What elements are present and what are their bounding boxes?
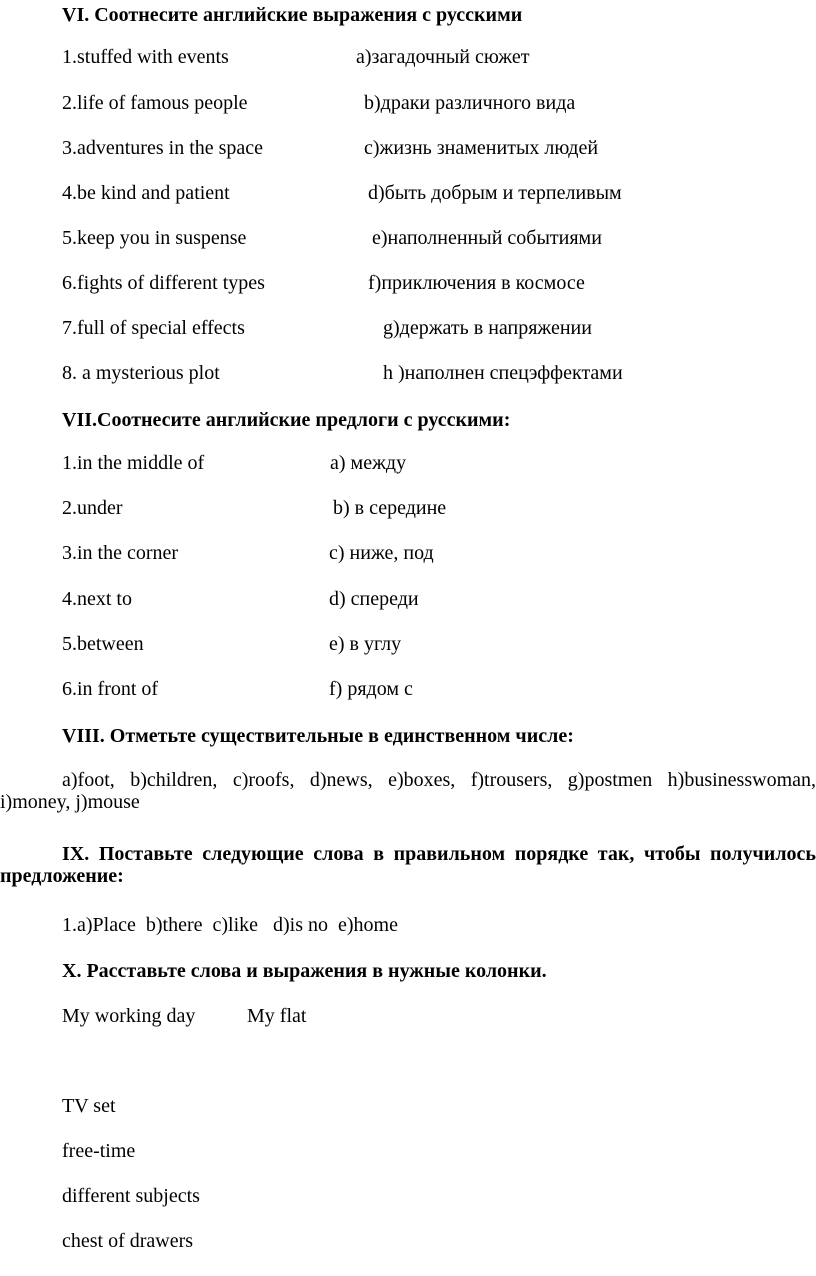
s7-right-item-4: d) спереди xyxy=(329,588,419,610)
s7-left-item-4: 4.next to xyxy=(62,588,132,610)
s10-item-2: free-time xyxy=(62,1140,136,1162)
section-10-heading: X. Расставьте слова и выражения в нужные колонки. xyxy=(62,960,547,982)
s7-right-item-2: b) в середине xyxy=(333,497,447,519)
s10-item-3: different subjects xyxy=(62,1185,200,1207)
s6-right-item-3: c)жизнь знаменитых людей xyxy=(364,137,599,159)
s6-left-item-8: 8. a mysterious plot xyxy=(62,362,220,384)
s8-noun-list: a)foot, b)children, c)roofs, d)news, e)boxes, f)trousers, g)postmen h)businesswoman, i)money, j)mouse xyxy=(0,769,816,813)
s6-left-item-4: 4.be kind and patient xyxy=(62,182,230,204)
s6-right-item-7: g)держать в напряжении xyxy=(383,317,592,339)
s10-column-1-label: My working day xyxy=(62,1005,196,1027)
s6-right-item-5: e)наполненный событиями xyxy=(372,227,602,249)
section-8-heading: VIII. Отметьте существительные в единственном числе: xyxy=(62,725,574,747)
s6-right-item-1: a)загадочный сюжет xyxy=(356,46,530,68)
s7-left-item-5: 5.between xyxy=(62,633,144,655)
s6-left-item-6: 6.fights of different types xyxy=(62,272,265,294)
s7-right-item-3: c) ниже, под xyxy=(329,542,434,564)
s7-left-item-6: 6.in front of xyxy=(62,678,159,700)
s7-left-item-1: 1.in the middle of xyxy=(62,452,205,474)
s10-column-2-label: My flat xyxy=(247,1005,307,1027)
s7-right-item-5: e) в углу xyxy=(329,633,402,655)
s7-left-item-2: 2.under xyxy=(62,497,123,519)
section-7-heading: VII.Соотнесите английские предлоги с русскими: xyxy=(62,409,511,431)
s6-right-item-4: d)быть добрым и терпеливым xyxy=(368,182,622,204)
section-6-heading: VI. Соотнесите английские выражения с русскими xyxy=(62,4,523,26)
s7-right-item-6: f) рядом с xyxy=(329,678,413,700)
s7-left-item-3: 3.in the corner xyxy=(62,542,179,564)
s6-right-item-8: h )наполнен спецэффектами xyxy=(383,362,623,384)
s6-right-item-2: b)драки различного вида xyxy=(364,92,576,114)
s10-item-1: TV set xyxy=(62,1095,116,1117)
s6-right-item-6: f)приключения в космосе xyxy=(368,272,585,294)
s6-left-item-5: 5.keep you in suspense xyxy=(62,227,247,249)
s6-left-item-1: 1.stuffed with events xyxy=(62,46,229,68)
s9-sentence: 1.a)Place b)there c)like d)is no e)home xyxy=(62,914,398,936)
s6-left-item-2: 2.life of famous people xyxy=(62,92,248,114)
s6-left-item-3: 3.adventures in the space xyxy=(62,137,264,159)
s6-left-item-7: 7.full of special effects xyxy=(62,317,245,339)
section-9-heading: IX. Поставьте следующие слова в правильном порядке так, чтобы получилось предложение: xyxy=(0,843,816,887)
s10-item-4: chest of drawers xyxy=(62,1230,194,1252)
s7-right-item-1: a) между xyxy=(330,452,407,474)
